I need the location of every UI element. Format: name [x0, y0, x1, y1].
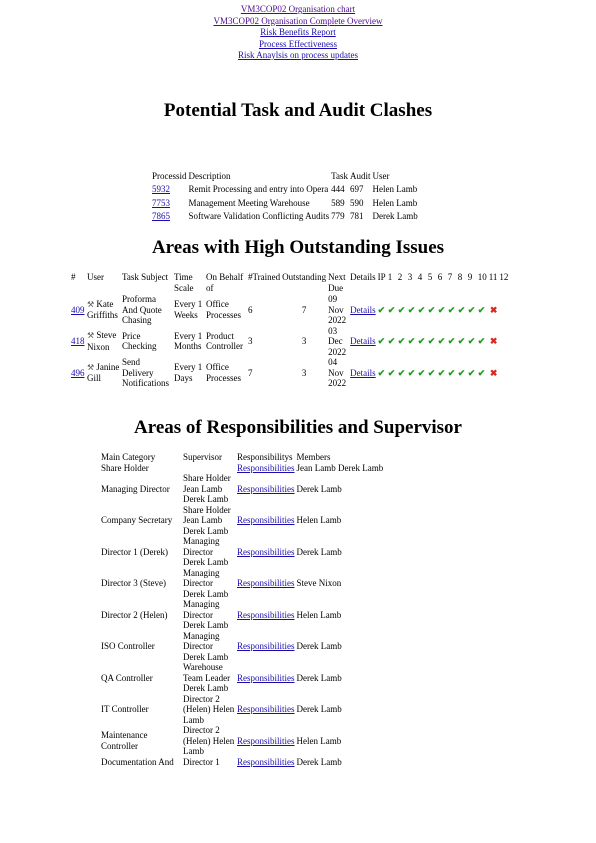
on-behalf-of: Office Processes [206, 362, 241, 383]
check-icon: ✔ [417, 336, 426, 346]
check-icon: ✔ [457, 336, 466, 346]
responsibilities-link[interactable]: Responsibilities [237, 578, 295, 588]
col-supervisor: Supervisor [183, 452, 222, 462]
link-org-overview[interactable]: VM3COP02 Organisation Complete Overview [213, 15, 383, 26]
check-icon: ✔ [397, 336, 406, 346]
outstanding-count: 3 [301, 336, 307, 346]
main-category: Share Holder [101, 462, 149, 473]
check-icon: ✔ [477, 367, 486, 378]
check-icon: ✔ [407, 336, 416, 346]
check-icon: ✔ [437, 304, 446, 315]
task-subject: Send Delivery Notifications [122, 357, 169, 388]
members: Derek Lamb [296, 483, 342, 494]
check-icon: ✔ [477, 336, 486, 346]
main-category: Maintenance Controller [101, 730, 148, 751]
check-icon: ✔ [447, 336, 456, 346]
task-subject: Proforma And Quote Chasing [122, 294, 162, 325]
table-row [100, 599, 384, 631]
supervisor: Director 2 (Helen) Helen Lamb [183, 693, 235, 725]
issue-number-link[interactable]: 418 [71, 336, 85, 346]
process-link[interactable]: 7865 [152, 210, 170, 221]
time-scale: Every 1 Months [174, 330, 203, 352]
report-links [0, 0, 596, 62]
responsibilities-link[interactable]: Responsibilities [237, 735, 295, 746]
user-cell [86, 326, 121, 358]
supervisor: Managing Director Derek Lamb [183, 599, 229, 630]
check-icon: ✔ [427, 304, 436, 315]
issues-header-row [70, 272, 509, 294]
details-link[interactable]: Details [350, 336, 376, 346]
link-risk-benefits[interactable]: Risk Benefits Report [260, 27, 336, 37]
time-scale: Every 1 Days [174, 362, 203, 383]
user-cell [86, 357, 121, 389]
col-processid: Processid [152, 171, 187, 181]
col-trained: #Trained [248, 272, 281, 282]
process-description: Software Validation Conflicting Audits [188, 210, 330, 221]
col-2: 2 [397, 272, 403, 282]
details-link[interactable]: Details [350, 367, 376, 378]
col-1: 1 [387, 272, 393, 282]
details-link[interactable]: Details [350, 304, 376, 315]
user-name: Kate Griffiths [87, 298, 118, 321]
responsibilities-link[interactable]: Responsibilities [237, 672, 295, 683]
col-audit: Audit [349, 171, 371, 181]
cross-icon: ✖ [489, 304, 498, 315]
col-main-category: Main Category [101, 452, 156, 462]
clashes-header-row [151, 170, 419, 183]
check-icon: ✔ [437, 336, 446, 346]
table-row [100, 505, 384, 537]
col-6: 6 [437, 272, 443, 282]
user-name: Helen Lamb [372, 184, 418, 195]
table-row [100, 631, 384, 663]
supervisor: Director 2 (Helen) Helen Lamb [183, 725, 235, 756]
col-7: 7 [447, 272, 453, 282]
table-row [70, 357, 509, 389]
task-id: 444 [331, 184, 345, 195]
members: Derek Lamb [296, 704, 342, 714]
time-scale: Every 1 Weeks [174, 299, 203, 320]
check-icon: ✔ [427, 336, 436, 346]
next-due: 09 Nov 2022 [328, 294, 347, 325]
table-row [100, 568, 384, 600]
check-icon: ✔ [457, 367, 466, 378]
col-9: 9 [467, 272, 473, 282]
responsibilities-link[interactable]: Responsibilities [237, 546, 295, 557]
user-name: Janine Gill [87, 361, 120, 384]
supervisor: Managing Director Derek Lamb [183, 536, 229, 567]
col-description: Description [188, 171, 231, 181]
trained-count: 3 [248, 336, 253, 346]
user-cell [86, 294, 121, 326]
supervisor: Warehouse Team Leader Derek Lamb [183, 662, 231, 693]
table-row [151, 197, 419, 210]
supervisor: Managing Director Derek Lamb [183, 630, 229, 662]
main-category: IT Controller [101, 704, 149, 714]
col-on-behalf: On Behalf of [206, 272, 244, 293]
main-category: Director 2 (Helen) [101, 609, 168, 620]
members: Derek Lamb [296, 672, 342, 683]
col-5: 5 [427, 272, 433, 282]
user-name: Derek Lamb [372, 210, 418, 221]
issues-table [70, 272, 509, 389]
link-org-chart[interactable]: VM3COP02 Organisation chart [240, 4, 356, 14]
main-category: Documentation And [101, 756, 174, 767]
main-category: ISO Controller [101, 641, 155, 651]
col-user: User [372, 171, 390, 181]
issues-title: Areas with High Outstanding Issues [151, 237, 445, 258]
members: Derek Lamb [296, 641, 342, 651]
table-row [100, 757, 384, 768]
table-row [151, 183, 419, 196]
cross-icon: ✖ [489, 367, 498, 378]
col-3: 3 [407, 272, 413, 282]
col-time-scale: Time Scale [174, 272, 194, 293]
check-icon: ✔ [377, 336, 386, 346]
responsibilities-link[interactable]: Responsibilities [237, 756, 295, 767]
task-id: 779 [331, 210, 345, 221]
col-details: Details [350, 272, 376, 282]
check-icon: ✔ [377, 304, 386, 315]
user-name: Steve Nixon [87, 330, 117, 352]
col-8: 8 [457, 272, 463, 282]
audit-id: 781 [349, 210, 364, 221]
cross-icon: ✖ [489, 336, 498, 346]
table-row [70, 326, 509, 358]
user-icon: ⚒ [87, 299, 95, 309]
check-icon: ✔ [427, 367, 436, 378]
members: Helen Lamb [296, 735, 342, 746]
trained-count: 7 [248, 367, 253, 378]
responsibilities-table [100, 452, 384, 767]
col-next-due: Next Due [328, 272, 346, 293]
members: Helen Lamb [296, 609, 342, 620]
supervisor: Share Holder Jean Lamb Derek Lamb [183, 504, 231, 536]
col-members: Members [296, 452, 331, 462]
supervisor: Share Holder Jean Lamb Derek Lamb [183, 473, 231, 504]
process-description: Remit Processing and entry into Opera [188, 184, 329, 195]
col-11: 11 [488, 272, 498, 282]
main-category: Director 3 (Steve) [101, 578, 166, 588]
col-12: 12 [499, 272, 509, 282]
responsibilities-link[interactable]: Responsibilities [237, 609, 295, 620]
check-icon: ✔ [437, 367, 446, 378]
process-link[interactable]: 5932 [152, 184, 170, 195]
link-risk-analysis[interactable]: Risk Anaylsis on process updates [238, 50, 358, 60]
col-number: # [71, 272, 76, 282]
check-icon: ✔ [377, 367, 386, 378]
col-user: User [87, 272, 104, 282]
link-process-effectiveness[interactable]: Process Effectiveness [258, 38, 338, 49]
col-responsibilitys: Responsibilitys [237, 452, 293, 462]
check-icon: ✔ [467, 336, 476, 346]
responsibilities-link[interactable]: Responsibilities [237, 483, 295, 494]
table-row [100, 473, 384, 505]
col-outstanding: Outstanding [282, 272, 327, 282]
main-category: Director 1 (Derek) [101, 546, 168, 557]
table-row [100, 536, 384, 568]
outstanding-count: 7 [301, 304, 307, 315]
col-task: Task [331, 171, 348, 181]
task-subject: Price Checking [122, 330, 157, 352]
next-due: 03 Dec 2022 [328, 325, 347, 357]
outstanding-count: 3 [301, 367, 307, 378]
main-category: Managing Director [101, 483, 170, 494]
check-icon: ✔ [387, 304, 396, 315]
table-row [100, 725, 384, 757]
members: Helen Lamb [296, 515, 342, 525]
on-behalf-of: Product Controller [206, 330, 243, 352]
check-icon: ✔ [417, 304, 426, 315]
check-icon: ✔ [387, 336, 396, 346]
table-row [70, 294, 509, 326]
process-description: Management Meeting Warehouse [188, 197, 310, 208]
task-id: 589 [331, 197, 345, 208]
responsibilities-link[interactable]: Responsibilities [237, 515, 295, 525]
check-icon: ✔ [477, 304, 486, 315]
members: Derek Lamb [296, 756, 342, 767]
check-icon: ✔ [407, 367, 416, 378]
responsibilities-header-row [100, 452, 384, 463]
check-icon: ✔ [397, 304, 406, 315]
audit-id: 697 [349, 184, 364, 195]
next-due: 04 Nov 2022 [328, 357, 347, 388]
supervisor [182, 463, 236, 474]
user-icon: ⚒ [87, 362, 95, 372]
check-icon: ✔ [387, 367, 396, 378]
check-icon: ✔ [457, 304, 466, 315]
clashes-title: Potential Task and Audit Clashes [163, 100, 433, 121]
col-ip: IP [377, 272, 386, 282]
members: Jean Lamb Derek Lamb [296, 462, 384, 473]
check-icon: ✔ [407, 304, 416, 315]
clashes-table [151, 170, 419, 223]
col-task-subject: Task Subject [122, 272, 169, 282]
check-icon: ✔ [417, 367, 426, 378]
col-10: 10 [477, 272, 487, 282]
table-row [100, 694, 384, 726]
members: Derek Lamb [296, 546, 342, 557]
table-row [100, 463, 384, 474]
main-category: QA Controller [101, 672, 153, 683]
audit-id: 590 [349, 197, 364, 208]
check-icon: ✔ [467, 367, 476, 378]
check-icon: ✔ [397, 367, 406, 378]
responsibilities-link[interactable]: Responsibilities [237, 704, 295, 714]
responsibilities-title: Areas of Responsibilities and Supervisor [134, 417, 462, 438]
responsibilities-link[interactable]: Responsibilities [237, 641, 295, 651]
supervisor: Managing Director Derek Lamb [183, 567, 229, 599]
check-icon: ✔ [447, 304, 456, 315]
check-icon: ✔ [447, 367, 456, 378]
process-link[interactable]: 7753 [152, 197, 170, 208]
user-icon: ⚒ [87, 331, 95, 341]
col-4: 4 [417, 272, 423, 282]
on-behalf-of: Office Processes [206, 299, 241, 320]
issue-number-link[interactable]: 409 [71, 304, 85, 315]
user-name: Helen Lamb [372, 197, 418, 208]
table-row [100, 662, 384, 694]
check-icon: ✔ [467, 304, 476, 315]
main-category: Company Secretary [101, 515, 173, 525]
table-row [151, 210, 419, 223]
issue-number-link[interactable]: 496 [71, 367, 85, 378]
trained-count: 6 [248, 304, 253, 315]
responsibilities-link[interactable]: Responsibilities [237, 462, 295, 473]
supervisor: Director 1 [183, 756, 220, 767]
members: Steve Nixon [296, 578, 342, 588]
